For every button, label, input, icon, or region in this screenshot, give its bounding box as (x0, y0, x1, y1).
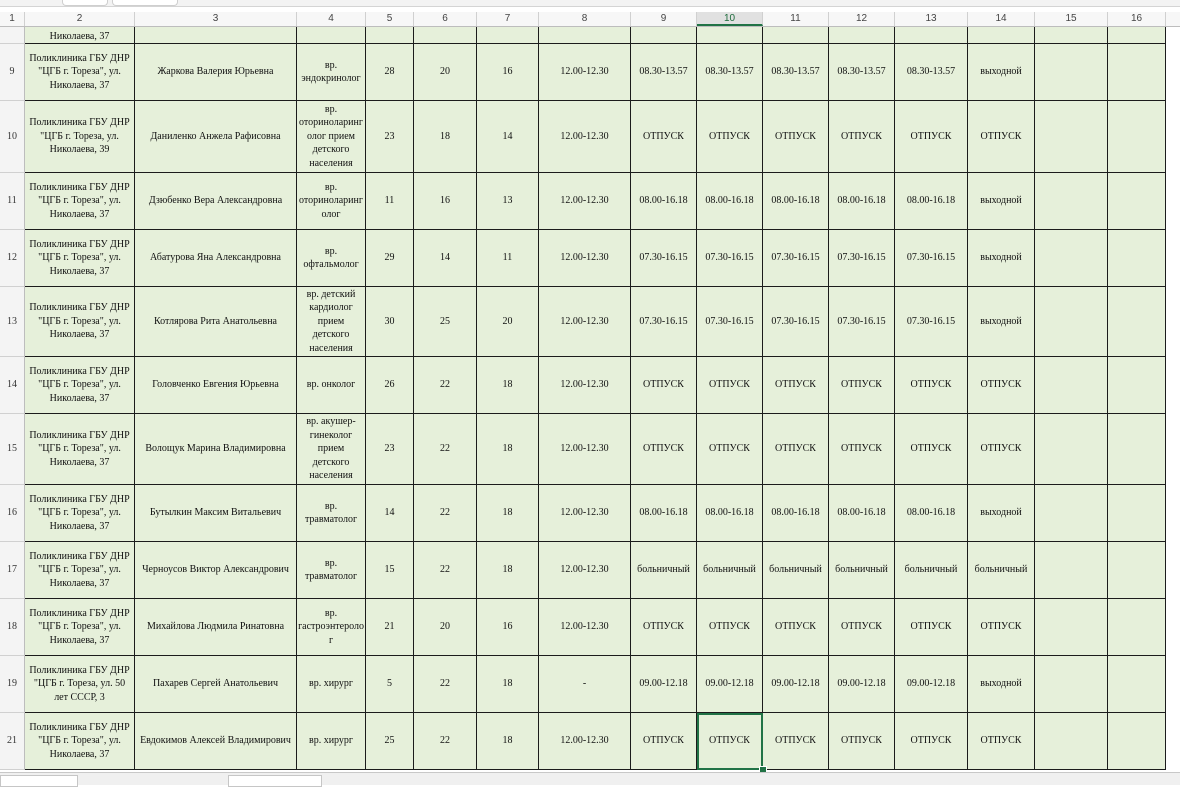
cell-col-14[interactable]: выходной (968, 44, 1035, 101)
cell-col-9[interactable]: 09.00-12.18 (631, 656, 697, 713)
cell-col-2[interactable]: Поликлиника ГБУ ДНР "ЦГБ г. Тореза", ул. Николаева, 37 (25, 287, 135, 357)
cell-col-8[interactable]: 12.00-12.30 (539, 414, 631, 485)
row-number[interactable]: 18 (0, 599, 25, 656)
cell-col-10[interactable]: 08.00-16.18 (697, 485, 763, 542)
cell-col-11[interactable]: ОТПУСК (763, 101, 829, 173)
cell-col-8[interactable]: 12.00-12.30 (539, 173, 631, 230)
cell-col-9[interactable]: ОТПУСК (631, 414, 697, 485)
cell-col-5[interactable]: 28 (366, 44, 414, 101)
cell-col-7[interactable]: 14 (477, 101, 539, 173)
cell-col-4[interactable]: вр. оториноларинг олог (297, 173, 366, 230)
cell-col-13[interactable]: 08.30-13.57 (895, 44, 968, 101)
cell-col-6[interactable]: 22 (414, 713, 477, 770)
cell-col-7[interactable]: 11 (477, 230, 539, 287)
cell-col-7[interactable]: 13 (477, 173, 539, 230)
cell-col-6[interactable]: 18 (414, 101, 477, 173)
cell-col-12[interactable]: ОТПУСК (829, 599, 895, 656)
cell-col-7[interactable]: 18 (477, 656, 539, 713)
cell-col-11[interactable]: больничный (763, 542, 829, 599)
cell-col-16[interactable] (1108, 44, 1166, 101)
cell-col-5[interactable]: 29 (366, 230, 414, 287)
cell-col-15[interactable] (1035, 414, 1108, 485)
cell-col-13[interactable]: ОТПУСК (895, 101, 968, 173)
cell-col-16[interactable] (1108, 599, 1166, 656)
column-header-9[interactable]: 9 (631, 12, 697, 26)
column-header-14[interactable]: 14 (968, 12, 1035, 26)
cell-col-12[interactable]: ОТПУСК (829, 101, 895, 173)
cell-col-2[interactable]: Поликлиника ГБУ ДНР "ЦГБ г. Тореза", ул. Николаева, 37 (25, 230, 135, 287)
cell-col-15[interactable] (1035, 27, 1108, 44)
cell-col-10[interactable]: ОТПУСК (697, 599, 763, 656)
row-number[interactable]: 21 (0, 713, 25, 770)
cell-col-12[interactable]: 08.00-16.18 (829, 485, 895, 542)
row-number[interactable]: 15 (0, 414, 25, 485)
cell-col-15[interactable] (1035, 713, 1108, 770)
cell-col-6[interactable]: 20 (414, 44, 477, 101)
top-toolbar-strip (0, 0, 1180, 7)
cell-col-5[interactable]: 21 (366, 599, 414, 656)
cell-col-13[interactable]: больничный (895, 542, 968, 599)
cell-col-5[interactable]: 11 (366, 173, 414, 230)
cell-col-10[interactable]: ОТПУСК (697, 414, 763, 485)
cell-col-3[interactable]: Котлярова Рита Анатольевна (135, 287, 297, 357)
cell-col-12[interactable]: 09.00-12.18 (829, 656, 895, 713)
column-header-12[interactable]: 12 (829, 12, 895, 26)
cell-col-11[interactable]: 08.00-16.18 (763, 485, 829, 542)
table-row (0, 414, 1180, 485)
cell-col-6[interactable]: 22 (414, 414, 477, 485)
cell-col-13[interactable]: 07.30-16.15 (895, 287, 968, 357)
cell-col-15[interactable] (1035, 357, 1108, 414)
cell-col-4[interactable]: вр. травматолог (297, 485, 366, 542)
cell-col-15[interactable] (1035, 656, 1108, 713)
cell-col-3[interactable]: Евдокимов Алексей Владимирович (135, 713, 297, 770)
cell-col-16[interactable] (1108, 656, 1166, 713)
cell-col-10[interactable]: 08.00-16.18 (697, 173, 763, 230)
cell-col-4[interactable]: вр. травматолог (297, 542, 366, 599)
cell-col-8[interactable]: 12.00-12.30 (539, 230, 631, 287)
cell-col-4[interactable]: вр. эндокринолог (297, 44, 366, 101)
cell-col-12[interactable]: ОТПУСК (829, 357, 895, 414)
cell-col-8[interactable]: 12.00-12.30 (539, 485, 631, 542)
cell-col-5[interactable]: 25 (366, 713, 414, 770)
cell-col-4[interactable]: вр. хирург (297, 713, 366, 770)
column-header-3[interactable]: 3 (135, 12, 297, 26)
column-header-16[interactable]: 16 (1108, 12, 1166, 26)
cell-col-12[interactable] (829, 27, 895, 44)
cell-col-7[interactable]: 16 (477, 599, 539, 656)
table-row-partial (0, 27, 1180, 44)
cell-col-7[interactable]: 18 (477, 357, 539, 414)
cell-col-11[interactable]: 08.00-16.18 (763, 173, 829, 230)
cell-col-3[interactable]: Пахарев Сергей Анатольевич (135, 656, 297, 713)
cell-col-13[interactable] (895, 27, 968, 44)
cell-col-4[interactable]: вр. онколог (297, 357, 366, 414)
sheet-tabs-bar (0, 772, 1180, 785)
cell-col-3[interactable]: Бутылкин Максим Витальевич (135, 485, 297, 542)
cell-col-5[interactable]: 15 (366, 542, 414, 599)
cell-col-13[interactable]: 08.00-16.18 (895, 173, 968, 230)
cell-col-3[interactable]: Жаркова Валерия Юрьевна (135, 44, 297, 101)
cell-col-9[interactable]: 07.30-16.15 (631, 230, 697, 287)
cell-col-10[interactable]: ОТПУСК (697, 713, 763, 770)
cell-col-4[interactable]: вр. офтальмолог (297, 230, 366, 287)
cell-col-13[interactable]: ОТПУСК (895, 357, 968, 414)
row-number[interactable]: 14 (0, 357, 25, 414)
table-row (0, 173, 1180, 230)
cell-col-4[interactable]: вр. гастроэнтероло г (297, 599, 366, 656)
row-number[interactable]: 10 (0, 101, 25, 173)
cell-col-14[interactable]: выходной (968, 485, 1035, 542)
cell-col-2[interactable]: Поликлиника ГБУ ДНР "ЦГБ г. Тореза", ул. Николаева, 37 (25, 173, 135, 230)
cell-col-6[interactable]: 22 (414, 485, 477, 542)
cell-col-2[interactable]: Поликлиника ГБУ ДНР "ЦГБ г. Тореза", ул. Николаева, 37 (25, 485, 135, 542)
column-header-11[interactable]: 11 (763, 12, 829, 26)
cell-col-9[interactable]: ОТПУСК (631, 101, 697, 173)
cell-col-13[interactable]: 08.00-16.18 (895, 485, 968, 542)
cell-col-9[interactable]: больничный (631, 542, 697, 599)
cell-col-15[interactable] (1035, 542, 1108, 599)
cell-col-5[interactable]: 23 (366, 101, 414, 173)
cell-col-14[interactable]: ОТПУСК (968, 357, 1035, 414)
cell-col-15[interactable] (1035, 173, 1108, 230)
cell-col-11[interactable]: ОТПУСК (763, 599, 829, 656)
cell-col-16[interactable] (1108, 485, 1166, 542)
cell-col-11[interactable]: 09.00-12.18 (763, 656, 829, 713)
cell-col-16[interactable] (1108, 27, 1166, 44)
cell-col-5[interactable]: 14 (366, 485, 414, 542)
cell-col-7[interactable]: 16 (477, 44, 539, 101)
cell-col-3[interactable]: Даниленко Анжела Рафисовна (135, 101, 297, 173)
cell-col-7[interactable]: 20 (477, 287, 539, 357)
cell-col-14[interactable]: ОТПУСК (968, 414, 1035, 485)
row-number[interactable]: 19 (0, 656, 25, 713)
spreadsheet-grid (0, 27, 1180, 772)
cell-col-13[interactable]: 07.30-16.15 (895, 230, 968, 287)
table-row (0, 542, 1180, 599)
column-header-10[interactable]: 10 (697, 12, 763, 26)
cell-col-12[interactable]: больничный (829, 542, 895, 599)
cell-col-15[interactable] (1035, 599, 1108, 656)
cell-col-16[interactable] (1108, 287, 1166, 357)
cell-col-13[interactable]: ОТПУСК (895, 414, 968, 485)
cell-col-4[interactable]: вр. акушер-гинеколог прием детского населения (297, 414, 366, 485)
cell-col-11[interactable]: 08.30-13.57 (763, 44, 829, 101)
cell-col-14[interactable]: выходной (968, 230, 1035, 287)
sheet-tab[interactable] (228, 775, 322, 787)
cell-col-5[interactable]: 5 (366, 656, 414, 713)
cell-col-15[interactable] (1035, 485, 1108, 542)
cell-col-2[interactable]: Поликлиника ГБУ ДНР "ЦГБ г. Тореза", ул. Николаева, 37 (25, 599, 135, 656)
cell-col-8[interactable]: 12.00-12.30 (539, 287, 631, 357)
cell-col-7[interactable]: 18 (477, 414, 539, 485)
cell-col-6[interactable] (414, 27, 477, 44)
top-tab[interactable] (62, 0, 108, 6)
column-header-8[interactable]: 8 (539, 12, 631, 26)
cell-col-6[interactable]: 20 (414, 599, 477, 656)
cell-col-11[interactable]: ОТПУСК (763, 713, 829, 770)
cell-col-8[interactable]: 12.00-12.30 (539, 357, 631, 414)
cell-col-8[interactable]: 12.00-12.30 (539, 44, 631, 101)
cell-col-6[interactable]: 22 (414, 656, 477, 713)
table-row (0, 656, 1180, 713)
cell-col-11[interactable]: 07.30-16.15 (763, 287, 829, 357)
cell-col-9[interactable]: ОТПУСК (631, 713, 697, 770)
sheet-tab[interactable] (0, 775, 78, 787)
cell-col-2[interactable]: Поликлиника ГБУ ДНР "ЦГБ г. Тореза, ул. Николаева, 39 (25, 101, 135, 173)
cell-col-11[interactable]: ОТПУСК (763, 357, 829, 414)
row-number[interactable]: 9 (0, 44, 25, 101)
cell-col-16[interactable] (1108, 230, 1166, 287)
cell-col-12[interactable]: 08.00-16.18 (829, 173, 895, 230)
cell-col-3[interactable]: Михайлова Людмила Ринатовна (135, 599, 297, 656)
cell-col-14[interactable]: выходной (968, 173, 1035, 230)
cell-col-8[interactable]: - (539, 656, 631, 713)
cell-col-15[interactable] (1035, 287, 1108, 357)
table-row (0, 357, 1180, 414)
cell-col-9[interactable]: 08.30-13.57 (631, 44, 697, 101)
table-row (0, 599, 1180, 656)
cell-col-14[interactable] (968, 27, 1035, 44)
cell-col-4[interactable]: вр. оториноларинг олог прием детского населения (297, 101, 366, 173)
cell-col-9[interactable]: 08.00-16.18 (631, 485, 697, 542)
cell-col-4[interactable]: вр. хирург (297, 656, 366, 713)
column-header-6[interactable]: 6 (414, 12, 477, 26)
cell-col-16[interactable] (1108, 713, 1166, 770)
cell-col-8[interactable]: 12.00-12.30 (539, 101, 631, 173)
cell-col-6[interactable]: 14 (414, 230, 477, 287)
cell-col-8[interactable]: 12.00-12.30 (539, 542, 631, 599)
column-header-15[interactable]: 15 (1035, 12, 1108, 26)
cell-col-10[interactable]: 08.30-13.57 (697, 44, 763, 101)
table-row (0, 713, 1180, 770)
cell-col-13[interactable]: 09.00-12.18 (895, 656, 968, 713)
cell-col-12[interactable]: ОТПУСК (829, 713, 895, 770)
cell-col-3[interactable]: Абатурова Яна Александровна (135, 230, 297, 287)
table-row (0, 230, 1180, 287)
column-header-5[interactable]: 5 (366, 12, 414, 26)
cell-col-12[interactable]: ОТПУСК (829, 414, 895, 485)
column-header-1[interactable]: 1 (0, 12, 25, 26)
cell-col-15[interactable] (1035, 101, 1108, 173)
row-number[interactable]: 11 (0, 173, 25, 230)
cell-col-6[interactable]: 25 (414, 287, 477, 357)
cell-col-9[interactable]: ОТПУСК (631, 357, 697, 414)
row-number[interactable]: 12 (0, 230, 25, 287)
cell-col-14[interactable]: больничный (968, 542, 1035, 599)
cell-col-2[interactable]: Поликлиника ГБУ ДНР "ЦГБ г. Тореза", ул. Николаева, 37 (25, 414, 135, 485)
cell-col-4[interactable]: вр. детский кардиолог прием детского населения (297, 287, 366, 357)
cell-col-2[interactable]: Поликлиника ГБУ ДНР "ЦГБ г. Тореза, ул. 50 лет СССР, 3 (25, 656, 135, 713)
column-header-13[interactable]: 13 (895, 12, 968, 26)
cell-col-16[interactable] (1108, 542, 1166, 599)
cell-col-12[interactable]: 07.30-16.15 (829, 287, 895, 357)
cell-col-10[interactable]: ОТПУСК (697, 101, 763, 173)
cell-col-11[interactable]: 07.30-16.15 (763, 230, 829, 287)
cell-col-16[interactable] (1108, 357, 1166, 414)
table-row (0, 101, 1180, 173)
cell-col-5[interactable]: 23 (366, 414, 414, 485)
cell-col-13[interactable]: ОТПУСК (895, 713, 968, 770)
cell-col-16[interactable] (1108, 101, 1166, 173)
cell-col-16[interactable] (1108, 414, 1166, 485)
cell-col-6[interactable]: 16 (414, 173, 477, 230)
cell-col-2[interactable]: Поликлиника ГБУ ДНР "ЦГБ г. Тореза", ул. Николаева, 37 (25, 542, 135, 599)
cell-col-3[interactable] (135, 27, 297, 44)
cell-col-11[interactable] (763, 27, 829, 44)
cell-col-10[interactable]: больничный (697, 542, 763, 599)
cell-col-3[interactable]: Волощук Марина Владимировна (135, 414, 297, 485)
cell-col-10[interactable] (697, 27, 763, 44)
cell-col-4[interactable] (297, 27, 366, 44)
cell-col-3[interactable]: Головченко Евгения Юрьевна (135, 357, 297, 414)
cell-col-9[interactable]: ОТПУСК (631, 599, 697, 656)
cell-col-15[interactable] (1035, 44, 1108, 101)
column-header-4[interactable]: 4 (297, 12, 366, 26)
table-row (0, 485, 1180, 542)
cell-col-2[interactable]: Поликлиника ГБУ ДНР "ЦГБ г. Тореза", ул. Николаева, 37 (25, 357, 135, 414)
row-number[interactable]: 17 (0, 542, 25, 599)
cell-col-16[interactable] (1108, 173, 1166, 230)
cell-col-14[interactable]: ОТПУСК (968, 599, 1035, 656)
cell-col-6[interactable]: 22 (414, 542, 477, 599)
cell-col-11[interactable]: ОТПУСК (763, 414, 829, 485)
cell-col-6[interactable]: 22 (414, 357, 477, 414)
top-tab[interactable] (112, 0, 178, 6)
cell-col-14[interactable]: ОТПУСК (968, 101, 1035, 173)
cell-col-10[interactable]: 07.30-16.15 (697, 230, 763, 287)
cell-col-15[interactable] (1035, 230, 1108, 287)
cell-col-5[interactable] (366, 27, 414, 44)
row-number[interactable] (0, 27, 25, 44)
cell-col-9[interactable]: 07.30-16.15 (631, 287, 697, 357)
cell-col-7[interactable]: 18 (477, 713, 539, 770)
row-number[interactable]: 16 (0, 485, 25, 542)
cell-col-8[interactable] (539, 27, 631, 44)
cell-col-2[interactable]: Николаева, 37 (25, 27, 135, 44)
cell-col-7[interactable]: 18 (477, 485, 539, 542)
cell-col-5[interactable]: 30 (366, 287, 414, 357)
cell-col-12[interactable]: 08.30-13.57 (829, 44, 895, 101)
column-header-7[interactable]: 7 (477, 12, 539, 26)
table-row (0, 287, 1180, 357)
cell-col-13[interactable]: ОТПУСК (895, 599, 968, 656)
cell-col-10[interactable]: 07.30-16.15 (697, 287, 763, 357)
table-row (0, 44, 1180, 101)
cell-col-5[interactable]: 26 (366, 357, 414, 414)
column-header-2[interactable]: 2 (25, 12, 135, 26)
row-number[interactable]: 13 (0, 287, 25, 357)
cell-col-8[interactable]: 12.00-12.30 (539, 599, 631, 656)
cell-col-10[interactable]: ОТПУСК (697, 357, 763, 414)
cell-col-14[interactable]: ОТПУСК (968, 713, 1035, 770)
cell-col-8[interactable]: 12.00-12.30 (539, 713, 631, 770)
cell-col-12[interactable]: 07.30-16.15 (829, 230, 895, 287)
cell-col-3[interactable]: Черноусов Виктор Александрович (135, 542, 297, 599)
cell-col-9[interactable] (631, 27, 697, 44)
cell-col-10[interactable]: 09.00-12.18 (697, 656, 763, 713)
cell-col-2[interactable]: Поликлиника ГБУ ДНР "ЦГБ г. Тореза", ул. Николаева, 37 (25, 713, 135, 770)
cell-col-14[interactable]: выходной (968, 656, 1035, 713)
cell-col-2[interactable]: Поликлиника ГБУ ДНР "ЦГБ г. Тореза", ул. Николаева, 37 (25, 44, 135, 101)
column-header-row (0, 12, 1180, 27)
cell-col-14[interactable]: выходной (968, 287, 1035, 357)
cell-col-7[interactable]: 18 (477, 542, 539, 599)
cell-col-3[interactable]: Дзюбенко Вера Александровна (135, 173, 297, 230)
cell-col-9[interactable]: 08.00-16.18 (631, 173, 697, 230)
cell-col-7[interactable] (477, 27, 539, 44)
